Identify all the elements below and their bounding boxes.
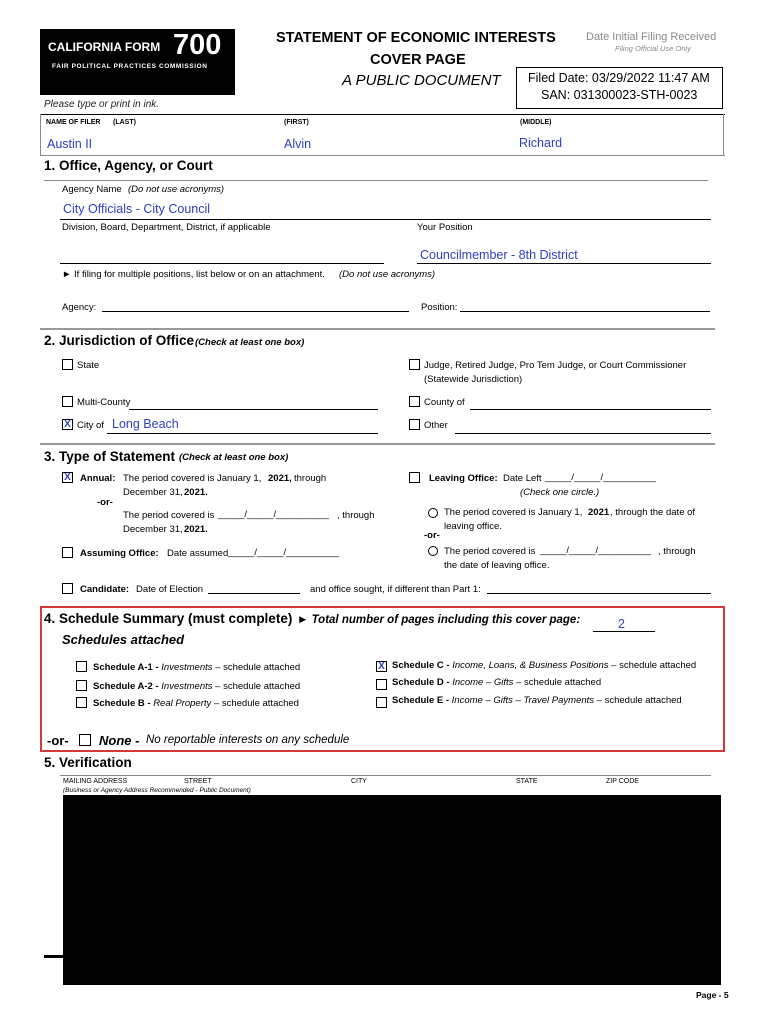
redaction-stub (44, 955, 66, 958)
date-received-label: Date Initial Filing Received (586, 31, 717, 43)
period-year: 2021. (184, 524, 208, 535)
schedule-a1-checkbox[interactable] (76, 661, 87, 672)
leaving-opt1-text3: leaving office. (444, 521, 502, 532)
leaving-opt2-text: The period covered is (444, 546, 536, 557)
agency2-label: Agency: (62, 302, 97, 313)
multi-county-checkbox[interactable] (62, 396, 73, 407)
filed-date-box (516, 67, 723, 109)
period-text: The period covered is (123, 510, 215, 521)
last-name-label: (LAST) (113, 119, 136, 126)
city-checkbox[interactable]: X (62, 419, 73, 430)
middle-name-value[interactable]: Richard (519, 136, 563, 150)
section2-note: (Check at least one box) (195, 337, 305, 348)
leaving-office-label: Leaving Office: (429, 473, 498, 484)
check-one-note: (Check one circle.) (520, 487, 600, 498)
none-checkbox[interactable] (79, 734, 91, 746)
san-number: SAN: 031300023-STH-0023 (541, 88, 698, 102)
state-label: State (77, 360, 100, 371)
schedule-c-checkbox[interactable]: X (376, 661, 387, 672)
county-of-label: County of (424, 397, 465, 408)
judge-label: Judge, Retired Judge, Pro Tem Judge, or Court Commissioner (424, 360, 687, 371)
section3-note: (Check at least one box) (179, 452, 289, 463)
county-input[interactable] (470, 409, 711, 410)
section2-title: 2. Jurisdiction of Office (44, 333, 195, 348)
zip-label: ZIP CODE (606, 778, 639, 785)
leaving-option1-radio[interactable] (428, 508, 438, 518)
schedule-e-label: Schedule E - Income – Gifts – Travel Payments – schedule attached (392, 695, 682, 706)
commission-name: FAIR POLITICAL PRACTICES COMMISSION (52, 63, 208, 70)
section3-title: 3. Type of Statement (44, 449, 176, 464)
leaving-opt1-year: 2021 (588, 507, 610, 518)
leaving-office-checkbox[interactable] (409, 472, 420, 483)
city-label: CITY (351, 778, 367, 785)
period-date-blank[interactable]: _____/_____/__________ (218, 509, 329, 520)
leaving-opt1-text2: , through the date of (610, 507, 696, 518)
candidate-label: Candidate: (80, 584, 130, 595)
schedule-d-checkbox[interactable] (376, 679, 387, 690)
date-election-input[interactable] (208, 593, 300, 594)
total-pages-label: ► Total number of pages including this cover page: (297, 614, 581, 626)
schedule-a2-label: Schedule A-2 - Investments – schedule attached (93, 681, 301, 692)
multiple-positions-note: (Do not use acronyms) (339, 269, 436, 280)
leaving-opt2-text2: the date of leaving office. (444, 560, 550, 571)
form-title: STATEMENT OF ECONOMIC INTERESTS (276, 30, 556, 46)
schedule-d-label: Schedule D - Income – Gifts – schedule attached (392, 677, 602, 688)
first-name-value[interactable]: Alvin (284, 137, 312, 151)
leaving-opt2-blank[interactable]: _____/_____/__________ (540, 545, 651, 556)
candidate-checkbox[interactable] (62, 583, 73, 594)
annual-checkbox[interactable]: X (62, 472, 73, 483)
instructions: Please type or print in ink. (44, 99, 160, 110)
leaving-opt1-text: The period covered is January 1, (444, 507, 583, 518)
multiple-positions-label: ► If filing for multiple positions, list below or on an attachment. (62, 269, 325, 280)
section4-title: 4. Schedule Summary (must complete) (44, 611, 293, 626)
multi-county-input[interactable] (129, 409, 378, 410)
mailing-address-label: MAILING ADDRESS (63, 778, 128, 785)
position2-input[interactable] (460, 311, 710, 312)
office-sought-label: and office sought, if different than Part 1: (310, 584, 481, 595)
state-checkbox[interactable] (62, 359, 73, 370)
or-separator-1: -or- (97, 497, 113, 508)
name-of-filer-label: NAME OF FILER (46, 119, 101, 126)
assuming-office-label: Assuming Office: (80, 548, 159, 559)
leaving-option2-radio[interactable] (428, 546, 438, 556)
period-through: , through (337, 510, 375, 521)
annual-year2: 2021. (184, 487, 208, 498)
street-label: STREET (184, 778, 212, 785)
public-document-label: A PUBLIC DOCUMENT (342, 72, 501, 89)
other-checkbox[interactable] (409, 419, 420, 430)
annual-year1: 2021, (268, 473, 292, 484)
date-left-blank[interactable]: _____/_____/__________ (545, 472, 656, 483)
none-label: None - (99, 733, 140, 748)
or-separator-2: -or- (424, 530, 440, 541)
date-assumed-label: Date assumed (167, 548, 229, 559)
agency-name-label: Agency Name (62, 184, 122, 195)
position-value[interactable]: Councilmember - 8th District (420, 248, 578, 262)
date-election-label: Date of Election (136, 584, 204, 595)
office-sought-input[interactable] (487, 593, 711, 594)
annual-text2: through (294, 473, 327, 484)
section5-title: 5. Verification (44, 755, 132, 770)
city-of-label: City of (77, 420, 104, 431)
filing-official-label: Filing Official Use Only (615, 44, 691, 53)
form-prefix: CALIFORNIA FORM (48, 40, 161, 54)
other-input[interactable] (455, 433, 711, 434)
annual-text3: December 31, (123, 487, 183, 498)
total-pages-value[interactable]: 2 (618, 617, 625, 631)
schedule-c-label: Schedule C - Income, Loans, & Business Positions – schedule attached (392, 660, 697, 671)
schedule-b-checkbox[interactable] (76, 697, 87, 708)
period-dec31: December 31, (123, 524, 183, 535)
division-label: Division, Board, Department, District, if applicable (62, 222, 271, 233)
schedules-attached-label: Schedules attached (62, 632, 185, 647)
section1-title: 1. Office, Agency, or Court (44, 158, 213, 173)
statewide-label: (Statewide Jurisdiction) (424, 374, 523, 385)
position2-label: Position: (421, 302, 458, 313)
last-name-value[interactable]: Austin II (47, 137, 93, 151)
first-name-label: (FIRST) (284, 119, 309, 126)
form-number: 700 (173, 29, 222, 61)
state-label-5: STATE (516, 778, 538, 785)
form-subtitle: COVER PAGE (370, 52, 466, 68)
schedule-a2-checkbox[interactable] (76, 680, 87, 691)
mailing-note: (Business or Agency Address Recommended - Public Document) (63, 787, 251, 794)
agency2-input[interactable] (102, 311, 409, 312)
schedule-a1-label: Schedule A-1 - Investments – schedule attached (93, 662, 301, 673)
schedule-e-checkbox[interactable] (376, 697, 387, 708)
date-assumed-blank[interactable]: _____/_____/__________ (228, 547, 339, 558)
date-left-label: Date Left (503, 473, 542, 484)
schedule-b-label: Schedule B - Real Property – schedule attached (93, 698, 299, 709)
filed-date: Filed Date: 03/29/2022 11:47 AM (528, 71, 710, 85)
county-checkbox[interactable] (409, 396, 420, 407)
annual-text1: The period covered is January 1, (123, 473, 262, 484)
judge-checkbox[interactable] (409, 359, 420, 370)
or-separator-none: -or- (47, 733, 69, 748)
page-number: Page - 5 (696, 990, 729, 1000)
middle-name-label: (MIDDLE) (520, 119, 552, 126)
agency-name-value[interactable]: City Officials - City Council (63, 202, 211, 216)
none-description: No reportable interests on any schedule (146, 734, 350, 746)
leaving-opt2-through: , through (658, 546, 696, 557)
assuming-office-checkbox[interactable] (62, 547, 73, 558)
form-logo-box (40, 29, 235, 95)
agency-acronym-note: (Do not use acronyms) (128, 184, 225, 195)
annual-label: Annual: (80, 473, 116, 484)
redaction-block (63, 795, 721, 985)
other-label: Other (424, 420, 448, 431)
your-position-label: Your Position (417, 222, 473, 233)
multi-county-label: Multi-County (77, 397, 131, 408)
city-value[interactable]: Long Beach (112, 417, 179, 431)
